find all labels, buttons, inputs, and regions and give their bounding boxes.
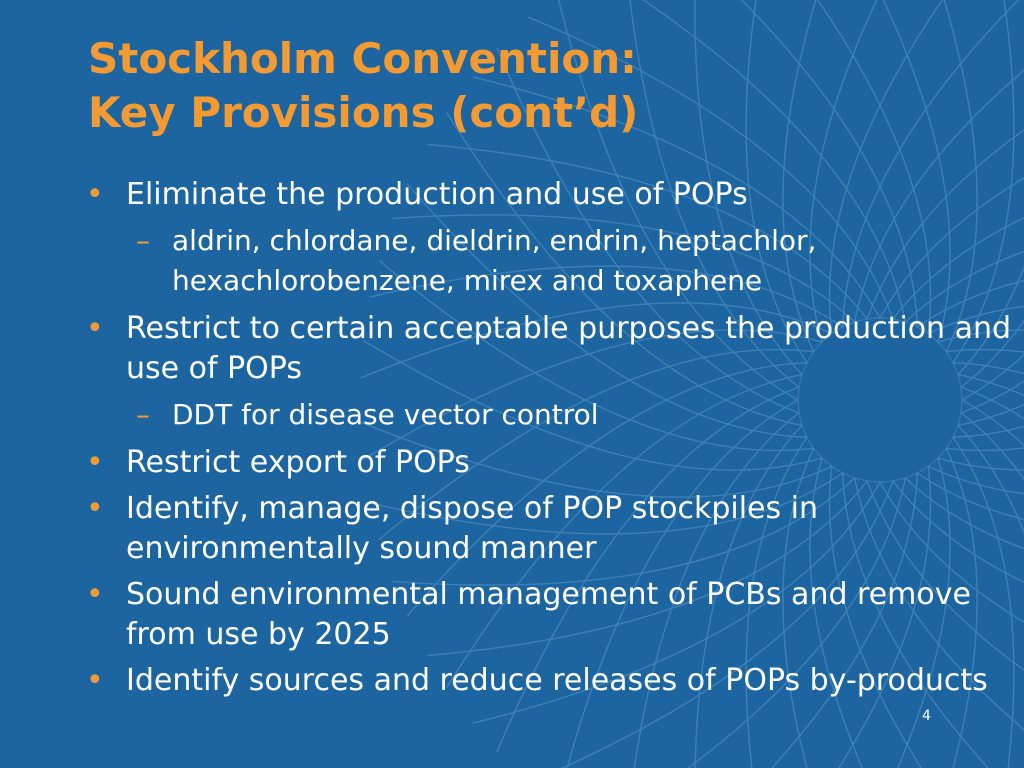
bullet-item xyxy=(86,489,1016,569)
bullet-text: Restrict to certain acceptable purposes the production and use of POPs xyxy=(126,311,1012,386)
title-line-1: Stockholm Convention: xyxy=(88,34,637,83)
bullet-icon: • xyxy=(86,177,104,212)
slide-title xyxy=(88,32,988,140)
dash-icon: – xyxy=(136,398,150,431)
title-line-2: Key Provisions (cont’d) xyxy=(88,88,639,137)
bullet-text: Identify, manage, dispose of POP stockpiles in environmentally sound manner xyxy=(126,491,819,566)
bullet-icon: • xyxy=(86,663,104,698)
sub-bullet-item xyxy=(126,395,1016,435)
bullet-list xyxy=(86,175,1016,707)
bullet-text: Eliminate the production and use of POPs xyxy=(126,177,748,212)
bullet-text: Sound environmental management of PCBs and remove from use by 2025 xyxy=(126,577,971,652)
bullet-icon: • xyxy=(86,577,104,612)
bullet-icon: • xyxy=(86,445,104,480)
bullet-text: Identify sources and reduce releases of POPs by-products xyxy=(126,663,988,698)
bullet-icon: • xyxy=(86,491,104,526)
page-number: 4 xyxy=(922,708,931,724)
bullet-item xyxy=(86,661,1016,701)
bullet-item xyxy=(86,175,1016,215)
sub-bullet-item xyxy=(126,221,1016,301)
bullet-text: Restrict export of POPs xyxy=(126,445,470,480)
bullet-icon: • xyxy=(86,311,104,346)
bullet-item xyxy=(86,443,1016,483)
sub-bullet-text: DDT for disease vector control xyxy=(172,398,599,431)
sub-bullet-text: aldrin, chlordane, dieldrin, endrin, heptachlor, hexachlorobenzene, mirex and toxaphene xyxy=(172,224,817,297)
bullet-item xyxy=(86,309,1016,389)
bullet-item xyxy=(86,575,1016,655)
dash-icon: – xyxy=(136,224,150,257)
